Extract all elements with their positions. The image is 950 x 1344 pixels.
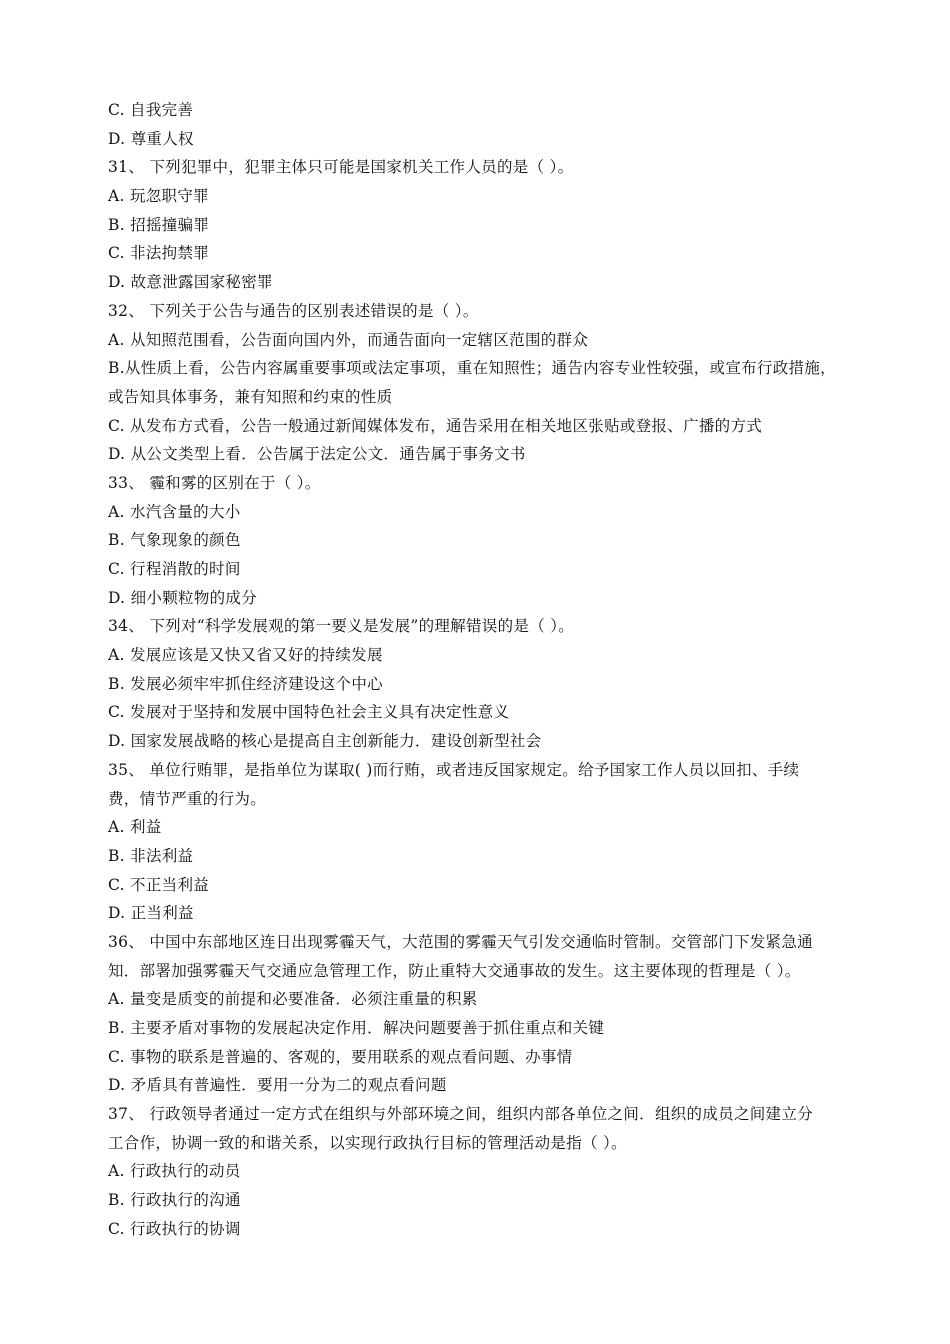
option-text-line: D. 矛盾具有普遍性．要用一分为二的观点看问题	[108, 1076, 447, 1095]
question-text-line: 32、 下列关于公告与通告的区别表述错误的是（ ）。	[108, 301, 479, 320]
option-text-line: B. 气象现象的颜色	[108, 531, 241, 550]
option-text-line: C. 行政执行的协调	[108, 1219, 241, 1238]
question-text-line: 33、 霾和雾的区别在于（ ）。	[108, 473, 321, 492]
option-text-line: A. 利益	[108, 818, 162, 837]
option-text-line: A. 量变是质变的前提和必要准备．必须注重量的积累	[108, 990, 478, 1009]
option-text-line: A. 从知照范围看，公告面向国内外，而通告面向一定辖区范围的群众	[108, 330, 589, 349]
option-text-line: D. 国家发展战略的核心是提高自主创新能力．建设创新型社会	[108, 732, 542, 751]
option-text-line: C. 事物的联系是普遍的、客观的，要用联系的观点看问题、办事情	[108, 1047, 573, 1066]
option-text-line: C. 自我完善	[108, 101, 194, 119]
option-text-line: D. 从公文类型上看．公告属于法定公文．通告属于事务文书	[108, 445, 526, 464]
option-text-line: B. 招摇撞骗罪	[108, 215, 210, 234]
option-text-line: D. 故意泄露国家秘密罪	[108, 273, 273, 292]
option-text-line: C. 从发布方式看，公告一般通过新闻媒体发布，通告采用在相关地区张贴或登报、广播的方式	[108, 416, 763, 435]
option-text-line: A. 行政执行的动员	[108, 1162, 241, 1181]
question-text-line: 费，情节严重的行为。	[108, 789, 267, 808]
question-text-line: 31、 下列犯罪中，犯罪主体只可能是国家机关工作人员的是（ ）。	[108, 158, 574, 177]
document-page	[108, 96, 858, 1244]
question-text-line: 工合作，协调一致的和谐关系，以实现行政执行目标的管理活动是指（ ）。	[108, 1133, 627, 1152]
question-text-line: 知．部署加强雾霾天气交通应急管理工作，防止重特大交通事故的发生。这主要体现的哲理是（ ）。	[108, 961, 801, 980]
option-text-line: C. 非法拘禁罪	[108, 244, 210, 263]
option-text-line: A. 发展应该是又快又省又好的持续发展	[108, 646, 383, 665]
option-text-line: B. 行政执行的沟通	[108, 1191, 241, 1210]
option-text-line: D. 细小颗粒物的成分	[108, 588, 258, 607]
option-text-line: C. 行程消散的时间	[108, 560, 241, 578]
question-text-line: 36、 中国中东部地区连日出现雾霾天气，大范围的雾霾天气引发交通临时管制。交管部门下发紧急通	[108, 932, 813, 951]
option-text-line: D. 尊重人权	[108, 129, 194, 148]
question-text-line: 34、 下列对“科学发展观的第一要义是发展”的理解错误的是（ ）。	[108, 617, 575, 636]
option-text-line: C. 不正当利益	[108, 875, 210, 894]
option-text-line: B. 主要矛盾对事物的发展起决定作用．解决问题要善于抓住重点和关键	[108, 1019, 605, 1037]
option-text-line: A. 玩忽职守罪	[108, 187, 209, 206]
option-text-line: B. 非法利益	[108, 846, 194, 865]
option-text-line: A. 水汽含量的大小	[108, 502, 241, 521]
option-text-line: B.从性质上看，公告内容属重要事项或法定事项，重在知照性；通告内容专业性较强，或宣布行政措施，	[108, 359, 836, 378]
option-text-line: C. 发展对于坚持和发展中国特色社会主义具有决定性意义	[108, 703, 510, 722]
option-text-line: D. 正当利益	[108, 904, 194, 923]
question-text-line: 37、 行政领导者通过一定方式在组织与外部环境之间，组织内部各单位之间．组织的成员之间建立分	[108, 1105, 813, 1124]
option-text-line: B. 发展必须牢牢抓住经济建设这个中心	[108, 674, 383, 693]
question-text-line: 35、 单位行贿罪，是指单位为谋取( )而行贿，或者违反国家规定。给予国家工作人员以回扣、手续	[108, 760, 800, 779]
option-text-line: 或告知具体事务，兼有知照和约束的性质	[108, 387, 393, 406]
